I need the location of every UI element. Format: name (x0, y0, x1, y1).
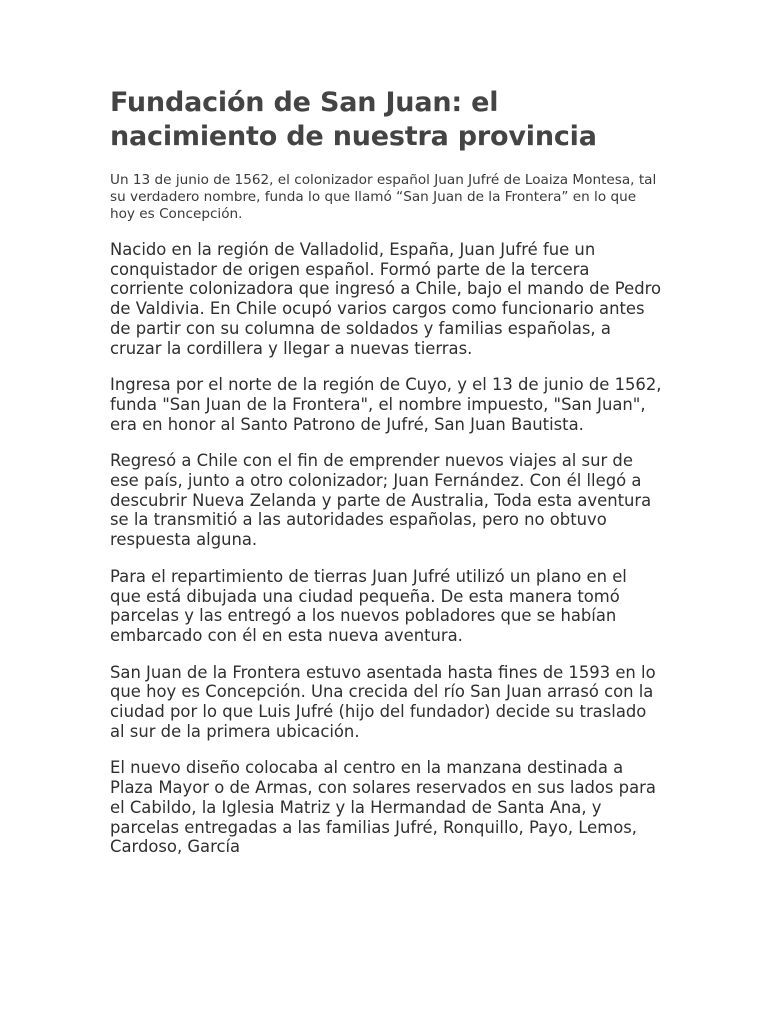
article-title: Fundación de San Juan: el nacimiento de nuestra provincia (110, 87, 597, 152)
paragraph-1: Nacido en la región de Valladolid, España, Juan Jufré fue un conquistador de origen español. Formó parte de la tercera corriente colonizadora que ingresó a Chile, bajo el mando de Pedro de Valdivia. En Chile ocupó varios cargos como funcionario antes de partir con su columna de soldados y familias españolas, a cruzar la cordillera y llegar a nuevas tierras. (110, 240, 662, 358)
paragraph-5: San Juan de la Frontera estuvo asentada hasta fines de 1593 en lo que hoy es Concepción. Una crecida del río San Juan arrasó con la ciudad por lo que Luis Jufré (hijo del fundador) decide su traslado al sur de la primera ubicación. (110, 662, 656, 741)
paragraph-6: El nuevo diseño colocaba al centro en la manzana destinada a Plaza Mayor o de Armas, con solares reservados en sus lados para el Cabildo, la Iglesia Matriz y la Hermandad de Santa Ana, y parcelas entregadas a las familias Jufré, Ronquillo, Payo, Lemos, Cardoso, García (110, 758, 656, 857)
paragraph-4: Para el repartimiento de tierras Juan Jufré utilizó un plano en el que está dibujada una ciudad pequeña. De esta manera tomó parcelas y las entregó a los nuevos pobladores que se habían embarcado con él en esta nueva aventura. (110, 566, 627, 645)
document-page (110, 86, 662, 874)
paragraph-3: Regresó a Chile con el fin de emprender nuevos viajes al sur de ese país, junto a otro colonizador; Juan Fernández. Con él llegó a descubrir Nueva Zelanda y parte de Australia, Toda esta aventura se la transmitió a las autoridades españolas, pero no obtuvo respuesta alguna. (110, 451, 652, 550)
article-lead: Un 13 de junio de 1562, el colonizador español Juan Jufré de Loaiza Montesa, tal su verdadero nombre, funda lo que llamó “San Juan de la Frontera” en lo que hoy es Concepción. (110, 172, 657, 222)
paragraph-2: Ingresa por el norte de la región de Cuyo, y el 13 de junio de 1562, funda "San Juan de la Frontera", el nombre impuesto, "San Juan", era en honor al Santo Patrono de Jufré, San Juan Bautista. (110, 375, 662, 434)
